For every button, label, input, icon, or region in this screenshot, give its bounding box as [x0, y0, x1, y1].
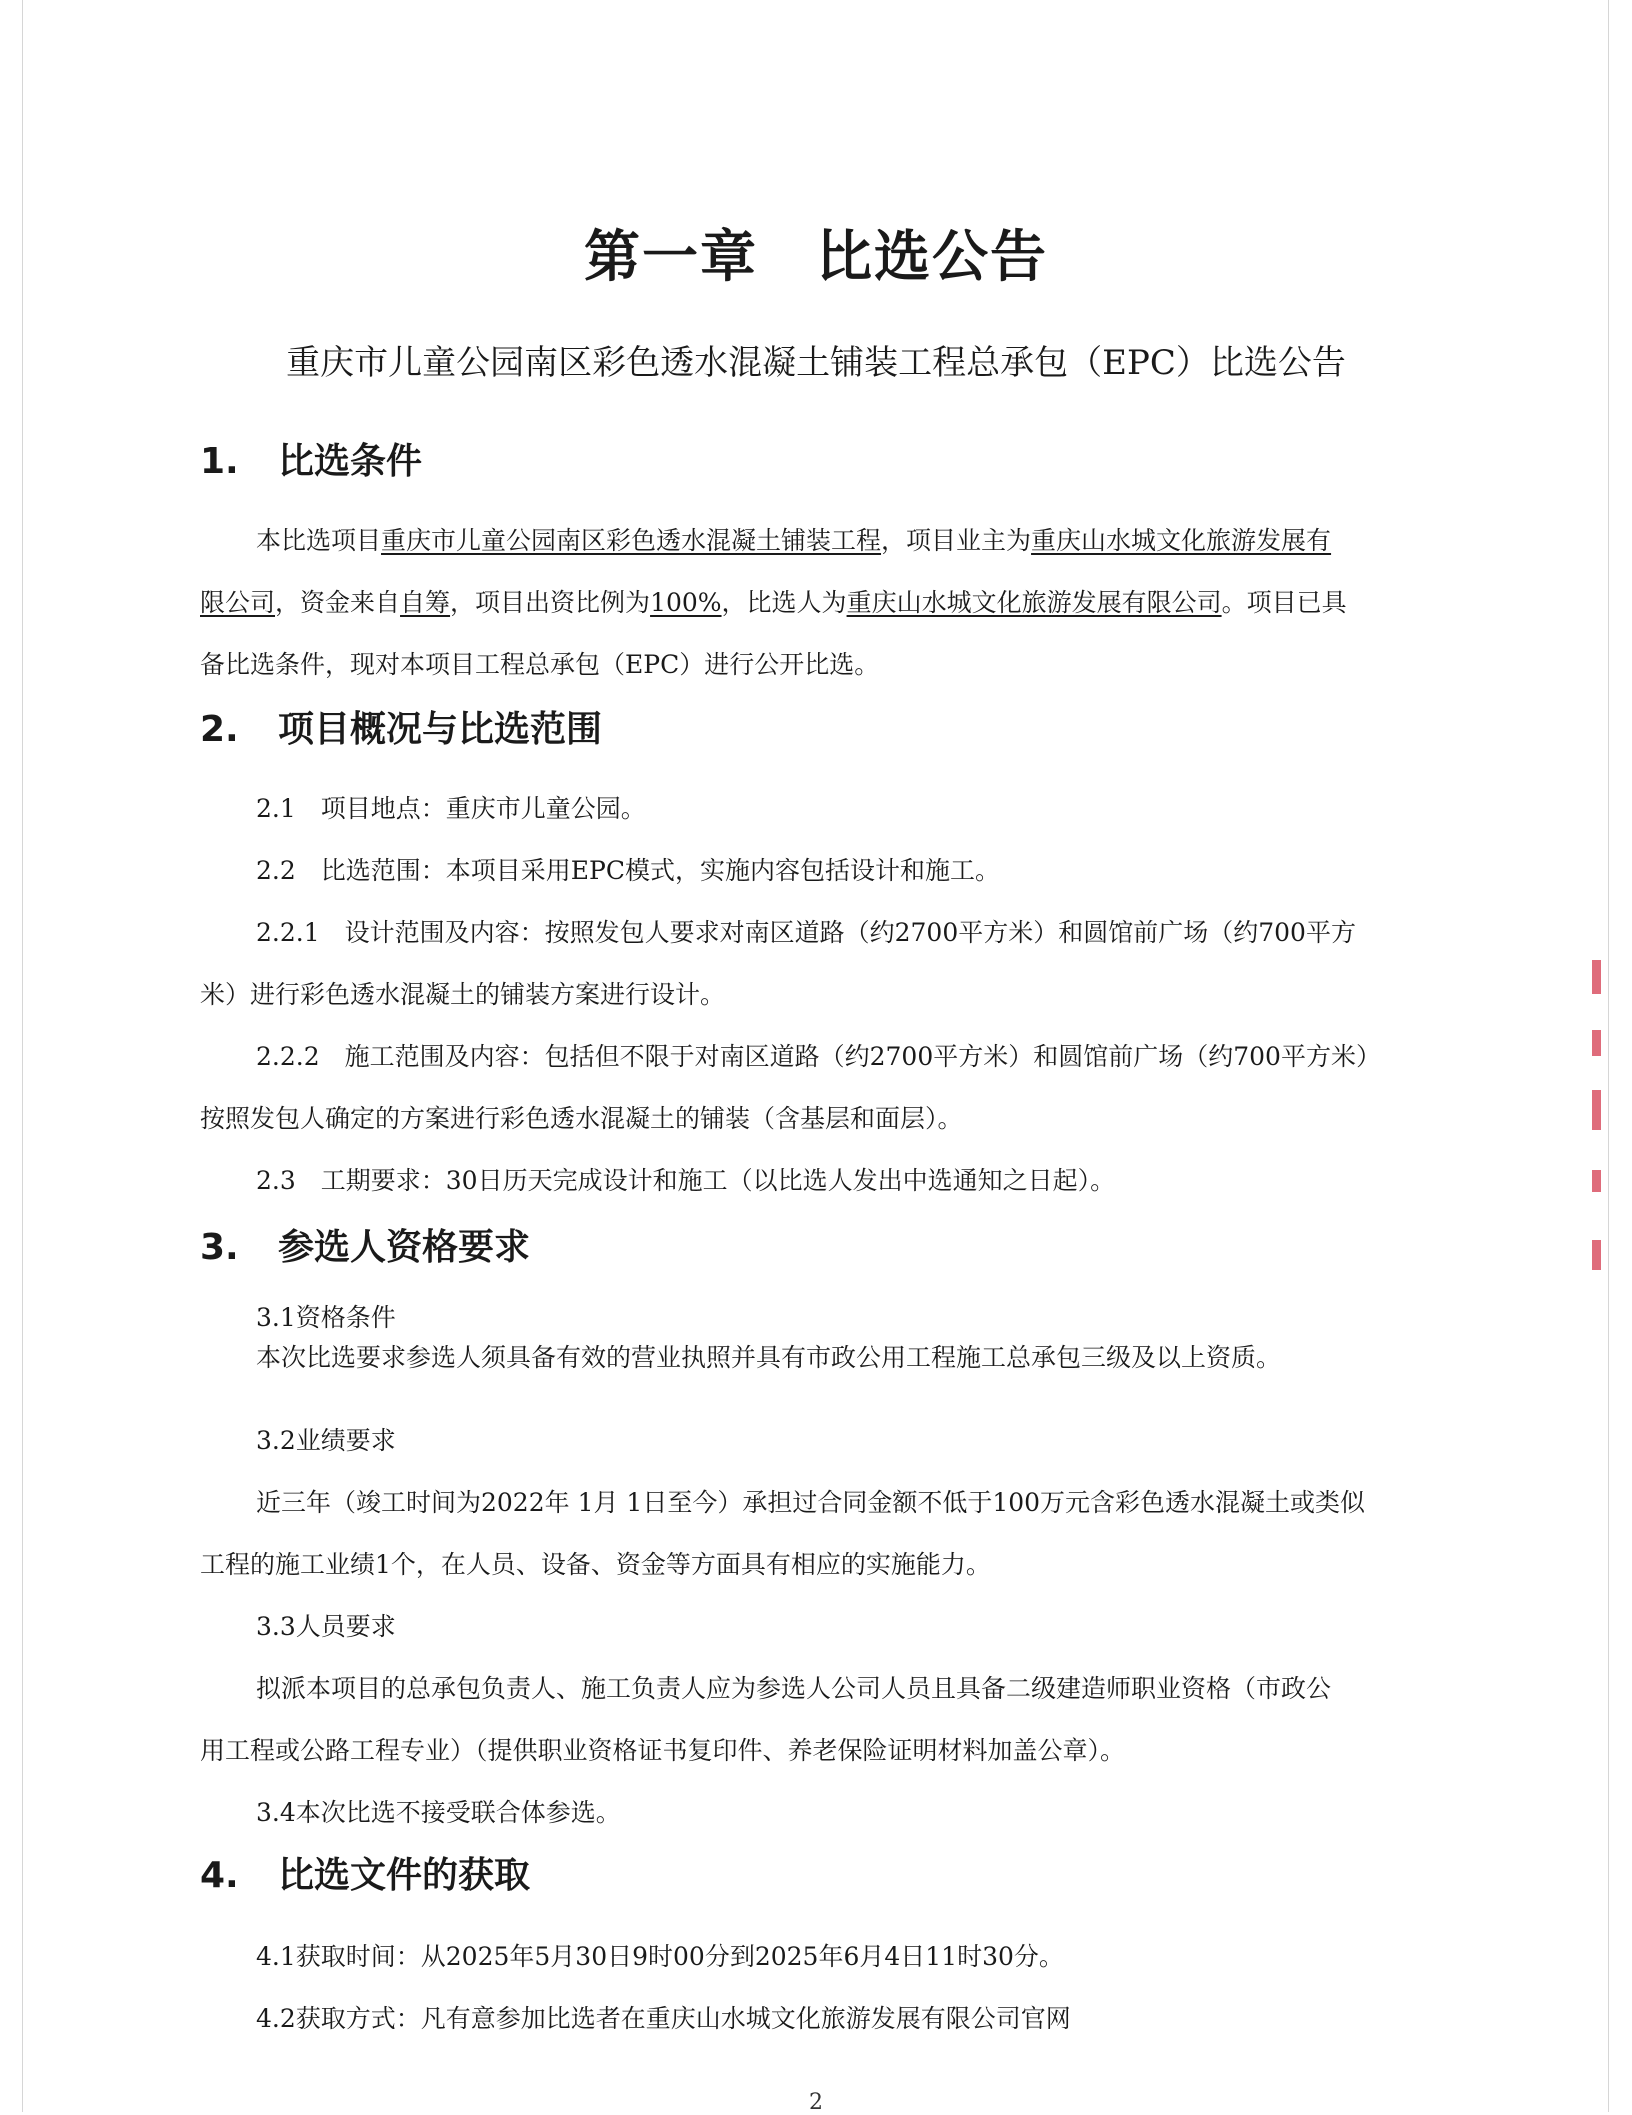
section-3-2 [200, 1410, 1462, 1844]
chapter-title: 第一章 比选公告 [584, 224, 1048, 290]
section-3-1 [200, 1298, 1462, 1378]
page-number: 2 [809, 2090, 823, 2115]
item-3-3-title: 3.3人员要求 [256, 1612, 396, 1641]
section-number: 3. [200, 1227, 239, 1268]
item-2-2-2: 2.2.2 施工范围及内容：包括但不限于对南区道路（约2700平方米）和圆馆前广场（约700平方米） [256, 1042, 1381, 1071]
item-2-3: 2.3 工期要求：30日历天完成设计和施工（以比选人发出中选通知之日起）。 [256, 1166, 1116, 1195]
section-1-heading [200, 438, 422, 486]
section-title: 比选文件的获取 [278, 1855, 531, 1896]
item-2-2: 2.2 比选范围：本项目采用EPC模式，实施内容包括设计和施工。 [256, 856, 1000, 885]
section-4-heading [200, 1852, 530, 1900]
seal-edge-marks [1592, 960, 1604, 1280]
item-2-2-1-cont: 米）进行彩色透水混凝土的铺装方案进行设计。 [200, 980, 726, 1009]
section-4-body [200, 1926, 1462, 2050]
section-1-paragraph [200, 510, 1462, 696]
section-number: 1. [200, 441, 239, 482]
item-2-2-2-cont: 按照发包人确定的方案进行彩色透水混凝土的铺装（含基层和面层）。 [200, 1104, 963, 1133]
section-title: 项目概况与比选范围 [278, 709, 603, 750]
section-2-body [200, 778, 1462, 1212]
notice-title: 重庆市儿童公园南区彩色透水混凝土铺装工程总承包（EPC）比选公告 [286, 343, 1346, 383]
item-3-4: 3.4本次比选不接受联合体参选。 [256, 1798, 621, 1827]
paragraph-line: 备比选条件，现对本项目工程总承包（EPC）进行公开比选。 [200, 650, 880, 679]
item-2-2-1: 2.2.1 设计范围及内容：按照发包人要求对南区道路（约2700平方米）和圆馆前广场（约700平方 [256, 918, 1356, 947]
item-4-2: 4.2获取方式：凡有意参加比选者在重庆山水城文化旅游发展有限公司官网 [256, 2004, 1071, 2033]
item-3-1-text: 本次比选要求参选人须具备有效的营业执照并具有市政公用工程施工总承包三级及以上资质。 [256, 1343, 1282, 1372]
section-title: 参选人资格要求 [278, 1227, 531, 1268]
item-3-2-title: 3.2业绩要求 [256, 1426, 396, 1455]
item-3-1-title: 3.1资格条件 [256, 1303, 396, 1332]
item-3-2-text-cont: 工程的施工业绩1个，在人员、设备、资金等方面具有相应的实施能力。 [200, 1550, 991, 1579]
section-2-heading [200, 706, 602, 754]
scan-edge-left [22, 0, 23, 2112]
item-3-2-text: 近三年（竣工时间为2022年 1月 1日至今）承担过合同金额不低于100万元含彩色透水混凝土或类似 [256, 1488, 1366, 1517]
scan-edge-right [1608, 0, 1609, 2112]
paragraph-line: 限公司，资金来自自筹，项目出资比例为100%，比选人为重庆山水城文化旅游发展有限公司。项目已具 [200, 588, 1347, 617]
paragraph-line: 本比选项目重庆市儿童公园南区彩色透水混凝土铺装工程，项目业主为重庆山水城文化旅游发展有 [256, 526, 1332, 555]
item-3-3-text: 拟派本项目的总承包负责人、施工负责人应为参选人公司人员且具备二级建造师职业资格（市政公 [256, 1674, 1332, 1703]
section-title: 比选条件 [278, 441, 423, 482]
item-3-3-text-cont: 用工程或公路工程专业）（提供职业资格证书复印件、养老保险证明材料加盖公章）。 [200, 1736, 1126, 1765]
section-number: 4. [200, 1855, 239, 1896]
section-3-heading [200, 1224, 530, 1272]
item-4-1: 4.1获取时间：从2025年5月30日9时00分到2025年6月4日11时30分。 [256, 1942, 1064, 1971]
section-number: 2. [200, 709, 239, 750]
item-2-1: 2.1 项目地点：重庆市儿童公园。 [256, 794, 646, 823]
